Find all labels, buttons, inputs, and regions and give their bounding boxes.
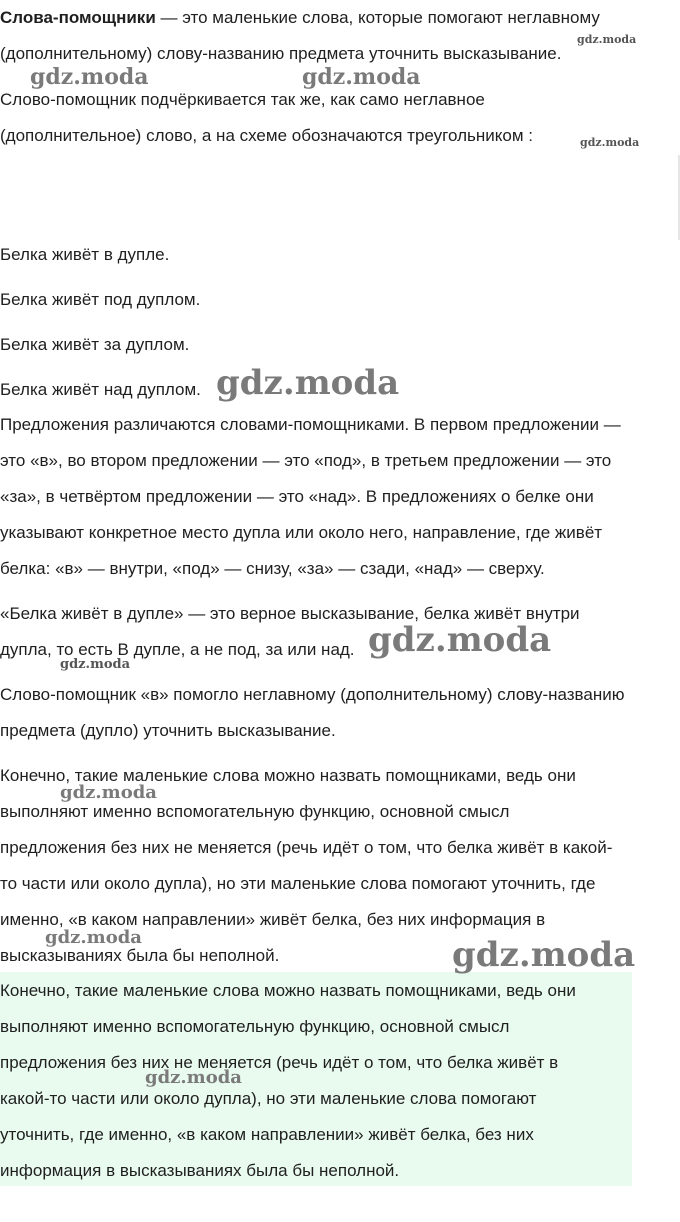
watermark: gdz.moda xyxy=(60,657,131,672)
watermark: gdz.moda xyxy=(145,1067,242,1088)
answer-line-3: предложения без них не меняется (речь идёт о том, что белка живёт в xyxy=(0,1053,559,1072)
answer-line-5: уточнить, где именно, «в каком направлении» живёт белка, без них xyxy=(0,1125,534,1144)
para4-line-6: высказываниях была бы неполной. xyxy=(0,946,280,965)
para1-line-4: указывают конкретное место дупла или около него, направление, где живёт xyxy=(0,523,603,542)
para1-line-5: белка: «в» — внутри, «под» — снизу, «за» — сзади, «над» — сверху. xyxy=(0,559,545,578)
example-1: Белка живёт в дупле. xyxy=(0,245,170,264)
example-3: Белка живёт за дуплом. xyxy=(0,335,190,354)
example-2: Белка живёт под дуплом. xyxy=(0,290,201,309)
answer-line-1: Конечно, такие маленькие слова можно назвать помощниками, ведь они xyxy=(0,981,576,1000)
answer-line-6: информация в высказываниях была бы неполной. xyxy=(0,1161,400,1180)
term: Слова-помощники xyxy=(0,8,156,27)
para1-line-3: «за», в четвёртом предложении — это «над». В предложениях о белке они xyxy=(0,487,594,506)
para1-line-2: это «в», во втором предложении — это «под», в третьем предложении — это xyxy=(0,451,612,470)
watermark: gdz.moda xyxy=(60,782,157,803)
para4-line-3: предложения без них не меняется (речь идёт о том, что белка живёт в какой- xyxy=(0,838,613,857)
intro-line-3: Слово-помощник подчёркивается так же, как само неглавное xyxy=(0,90,485,109)
answer-highlight xyxy=(0,972,632,1186)
watermark: gdz.moda xyxy=(302,64,421,90)
watermark: gdz.moda xyxy=(30,64,149,90)
answer-line-4: какой-то части или около дупла), но эти маленькие слова помогают xyxy=(0,1089,537,1108)
watermark: gdz.moda xyxy=(452,935,636,975)
watermark: gdz.moda xyxy=(45,927,142,948)
para2-line-1: «Белка живёт в дупле» — это верное высказывание, белка живёт внутри xyxy=(0,604,580,623)
watermark: gdz.moda xyxy=(580,136,640,149)
watermark: gdz.moda xyxy=(577,33,637,46)
watermark: gdz.moda xyxy=(368,620,552,660)
watermark: gdz.moda xyxy=(216,363,400,403)
para4-line-1: Конечно, такие маленькие слова можно назвать помощниками, ведь они xyxy=(0,766,576,785)
para3-line-2: предмета (дупло) уточнить высказывание. xyxy=(0,721,336,740)
example-4: Белка живёт над дуплом. xyxy=(0,380,201,399)
para3-line-1: Слово-помощник «в» помогло неглавному (дополнительному) слову-названию xyxy=(0,685,625,704)
para4-line-2: выполняют именно вспомогательную функцию, основной смысл xyxy=(0,802,510,821)
intro-line-1: Слова-помощники — это маленькие слова, которые помогают неглавному xyxy=(0,8,600,27)
answer-line-2: выполняют именно вспомогательную функцию, основной смысл xyxy=(0,1017,510,1036)
intro-line-2: (дополнительному) слову-названию предмета уточнить высказывание. xyxy=(0,44,562,63)
para4-line-4: то части или около дупла), но эти маленькие слова помогают уточнить, где xyxy=(0,874,596,893)
para1-line-1: Предложения различаются словами-помощниками. В первом предложении — xyxy=(0,415,621,434)
para4-line-5: именно, «в каком направлении» живёт белка, без них информация в xyxy=(0,910,546,929)
para2-line-2: дупла, то есть В дупле, а не под, за или над. xyxy=(0,640,355,659)
intro-line-4: (дополнительное) слово, а на схеме обозначаются треугольником : xyxy=(0,126,533,145)
